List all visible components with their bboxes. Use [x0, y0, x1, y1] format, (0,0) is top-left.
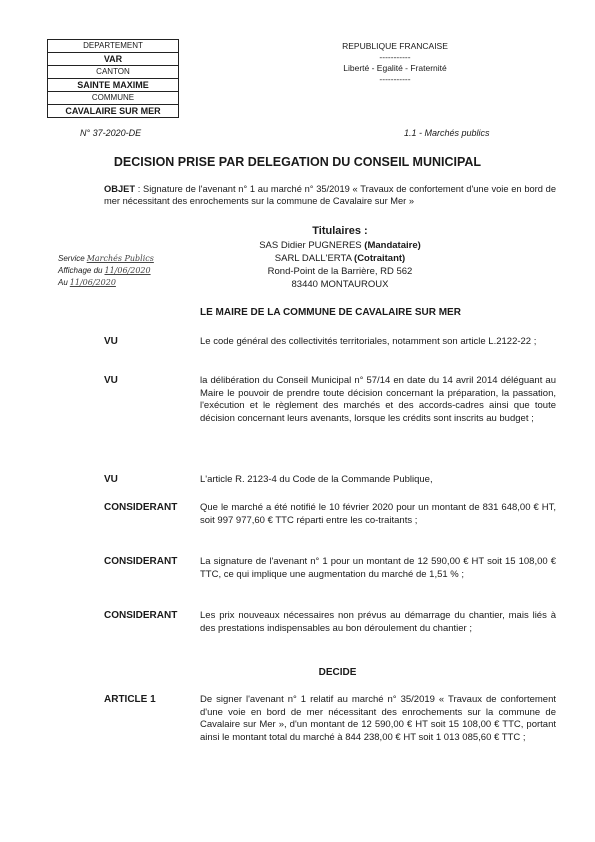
commune-label: COMMUNE — [48, 92, 178, 105]
titulaire-1-role: (Mandataire) — [364, 240, 421, 251]
address-line-2: 83440 MONTAUROUX — [291, 279, 389, 290]
separator-1: ----------- — [379, 52, 411, 62]
canton-label: CANTON — [48, 66, 178, 79]
department-box — [47, 39, 179, 118]
commune-value: CAVALAIRE SUR MER — [65, 106, 161, 116]
canton-value: SAINTE MAXIME — [48, 79, 178, 92]
considerant-2 — [104, 556, 556, 581]
vu-3-text: L'article R. 2123-4 du Code de la Commande Publique, — [200, 474, 433, 485]
vu-3 — [104, 474, 556, 487]
address-line-1: Rond-Point de la Barrière, RD 562 — [267, 266, 413, 277]
considerant-2-text: La signature de l'avenant n° 1 pour un montant de 12 590,00 € HT soit 15 108,00 € TTC, ce qui implique une augmentation du marché de 1,51 % ; — [200, 556, 556, 580]
objet-text: : Signature de l'avenant n° 1 au marché n° 35/2019 « Travaux de confortement d'une voie en bord de mer nécessitant des enrochements sur la commune de Cavalaire sur Mer » — [104, 184, 556, 206]
republic-title: REPUBLIQUE FRANCAISE — [342, 41, 448, 51]
titulaire-2-name: SARL DALL'ERTA — [274, 253, 355, 264]
separator-2: ----------- — [379, 74, 411, 84]
stamp-affichage-label: Affichage du — [58, 266, 103, 275]
page-title: DECISION PRISE PAR DELEGATION DU CONSEIL MUNICIPAL — [113, 155, 482, 169]
vu-2 — [104, 375, 556, 425]
decide-heading: DECIDE — [318, 667, 357, 678]
vu-1-text: Le code général des collectivités territoriales, notamment son article L.2122-22 ; — [200, 336, 537, 347]
titulaire-2-role: (Cotraitant) — [354, 253, 406, 264]
stamp-service-label: Service — [58, 254, 85, 263]
vu-2-label: VU — [104, 375, 118, 386]
vu-2-text: la délibération du Conseil Municipal n° 57/14 en date du 14 avril 2014 déléguant au Maire le pouvoir de prendre toute décision concernant la préparation, la passation, l'exécution et le règlement des marchés et des accords-cadres ainsi que toute décision concernant leurs avenants, lorsque les crédits sont inscrits au budget ; — [200, 375, 556, 424]
considerant-2-label: CONSIDERANT — [104, 556, 178, 567]
motto: Liberté - Egalité - Fraternité — [343, 63, 447, 73]
titulaire-1 — [240, 239, 440, 252]
article-1-label: ARTICLE 1 — [104, 694, 156, 705]
titulaire-1-name: SAS Didier PUGNERES — [259, 240, 365, 251]
considerant-3 — [104, 610, 556, 635]
category: 1.1 - Marchés publics — [404, 128, 490, 138]
article-1-text: De signer l'avenant n° 1 relatif au marché n° 35/2019 « Travaux de confortement d'une voie en bord de mer nécessitant des enrochements sur la commune de Cavalaire sur Mer », d'un montant de 12 590,00 € HT soit 15 108,00 € TTC, portant ainsi le montant total du marché à 844 238,00 € HT soit 1 013 085,60 € TTC ; — [200, 694, 556, 743]
considerant-3-text: Les prix nouveaux nécessaires non prévus au démarrage du chantier, mais liés à des prestations indispensables au bon déroulement du chantier ; — [200, 610, 556, 634]
considerant-3-label: CONSIDERANT — [104, 610, 178, 621]
titulaire-2 — [240, 252, 440, 265]
republic-header — [300, 41, 490, 85]
stamp-au-value: 11/06/2020 — [69, 278, 116, 287]
considerant-1-text: Que le marché a été notifié le 10 février 2020 pour un montant de 831 648,00 € HT, soit 997 977,60 € TTC réparti entre les co-traitants ; — [200, 502, 556, 526]
objet — [104, 183, 556, 207]
stamp-au-label: Au — [58, 278, 68, 287]
dept-value: VAR — [48, 53, 178, 66]
posting-stamp — [58, 253, 154, 289]
titulaires — [240, 224, 440, 291]
dept-label: DEPARTEMENT — [48, 40, 178, 53]
vu-3-label: VU — [104, 474, 118, 485]
titulaires-heading: Titulaires : — [312, 225, 368, 237]
objet-label: OBJET — [104, 184, 135, 194]
vu-1 — [104, 336, 556, 349]
maire-heading: LE MAIRE DE LA COMMUNE DE CAVALAIRE SUR MER — [200, 307, 461, 318]
stamp-affichage-value: 11/06/2020 — [104, 266, 151, 275]
decision-number: N° 37-2020-DE — [80, 128, 142, 138]
stamp-service-value: Marchés Publics — [86, 254, 154, 263]
considerant-1-label: CONSIDERANT — [104, 502, 178, 513]
considerant-1 — [104, 502, 556, 527]
vu-1-label: VU — [104, 336, 118, 347]
article-1 — [104, 694, 556, 744]
